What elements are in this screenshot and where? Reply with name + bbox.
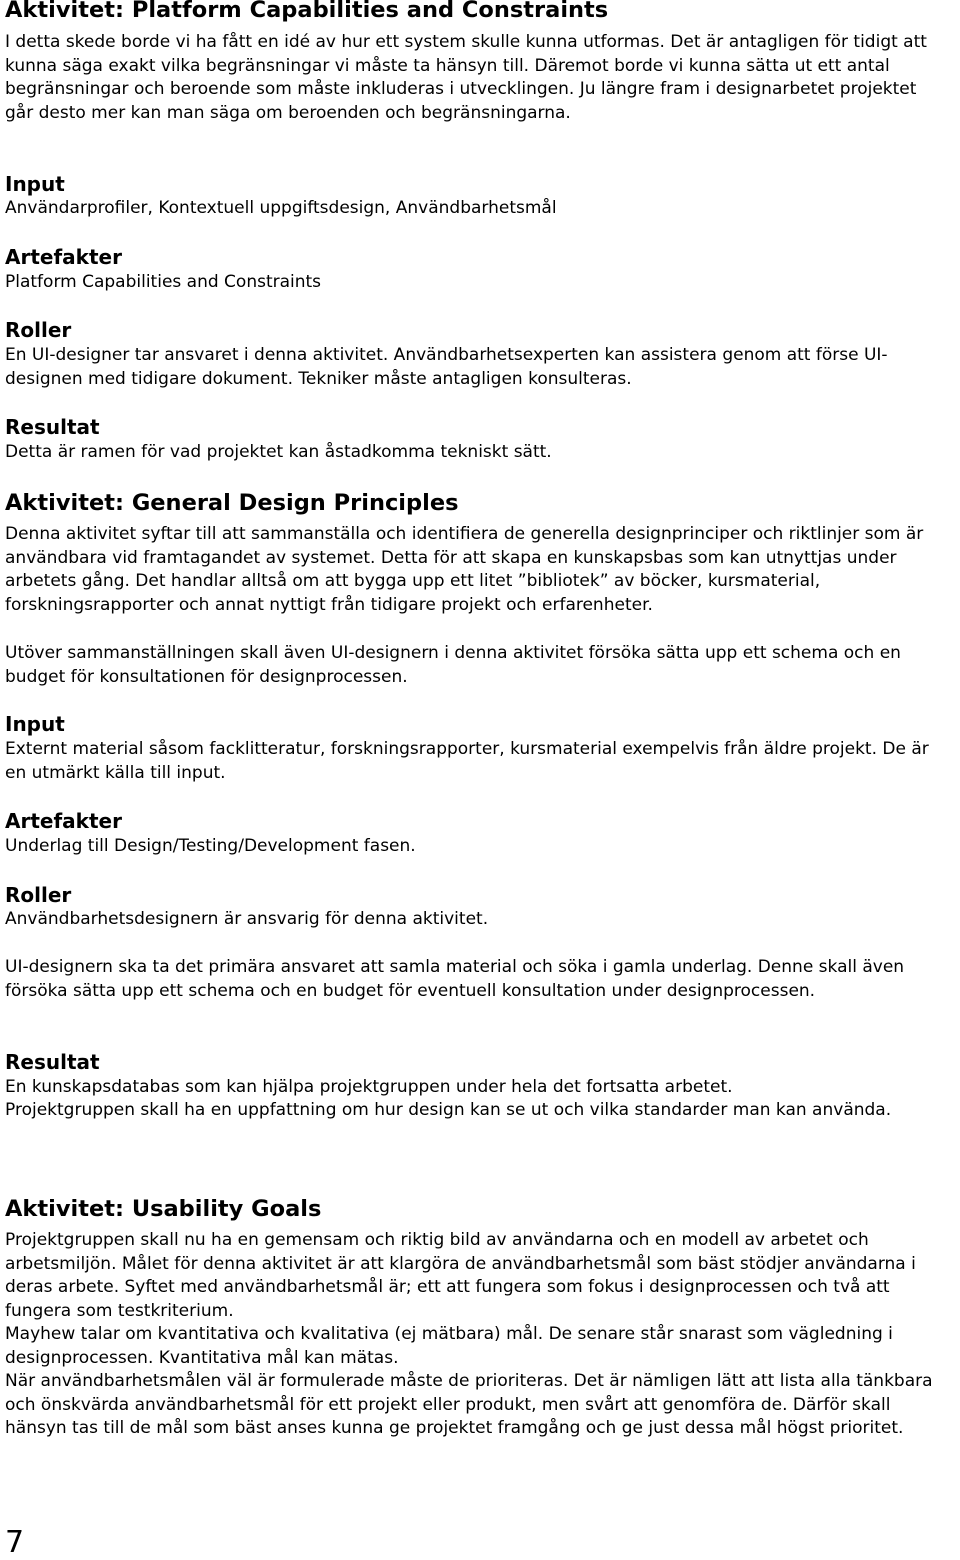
paragraph: Användbarhetsdesignern är ansvarig för denna aktivitet. bbox=[5, 909, 489, 929]
subsection-heading-artefakter: Artefakter bbox=[5, 809, 122, 833]
paragraph: Utöver sammanställningen skall även UI-designern i denna aktivitet försöka sätta upp ett schema och en budget för konsultationen för designprocessen. bbox=[5, 643, 901, 687]
paragraph: Mayhew talar om kvantitativa och kvalitativa (ej mätbara) mål. De senare står snarast som vägledning i designprocessen. Kvantitativa mål kan mätas. bbox=[5, 1324, 893, 1368]
paragraph: En kunskapsdatabas som kan hjälpa projektgruppen under hela det fortsatta arbetet. bbox=[5, 1077, 733, 1097]
paragraph: Projektgruppen skall ha en uppfattning om hur design kan se ut och vilka standarder man kan använda. bbox=[5, 1100, 892, 1120]
paragraph: Underlag till Design/Testing/Development fasen. bbox=[5, 836, 416, 856]
section-heading: Aktivitet: General Design Principles bbox=[5, 490, 459, 516]
paragraph: Denna aktivitet syftar till att sammanställa och identifiera de generella designprinciper och riktlinjer som är användbara vid framtagandet av systemet. Detta för att skapa en kunskapsbas som kan utnyttjas under arbetets gång. Det handlar alltså om att bygga upp ett litet ”bibliotek” av böcker, kursmaterial, forskningsrapporter och annat nyttigt från tidigare projekt och erfarenheter. bbox=[5, 524, 924, 615]
subsection-heading-resultat: Resultat bbox=[5, 1050, 100, 1074]
paragraph: I detta skede borde vi ha fått en idé av hur ett system skulle kunna utformas. Det är antagligen för tidigt att kunna säga exakt vilka begränsningar vi måste ta hänsyn till. Däremot borde vi kunna sätta ut ett antal begränsningar och beroende som måste inkluderas i utvecklingen. Ju längre fram i designarbetet projektet går desto mer kan man säga om beroenden och begränsningarna. bbox=[5, 32, 927, 123]
subsection-heading-artefakter: Artefakter bbox=[5, 245, 122, 269]
section-heading: Aktivitet: Usability Goals bbox=[5, 1196, 322, 1222]
paragraph: UI-designern ska ta det primära ansvaret att samla material och söka i gamla underlag. Denne skall även försöka sätta upp ett schema och en budget för eventuell konsultation under designprocessen. bbox=[5, 957, 905, 1001]
subsection-heading-input: Input bbox=[5, 712, 65, 736]
subsection-heading-roller: Roller bbox=[5, 318, 72, 342]
subsection-heading-roller: Roller bbox=[5, 883, 72, 907]
section-heading: Aktivitet: Platform Capabilities and Constraints bbox=[5, 0, 609, 23]
paragraph: Projektgruppen skall nu ha en gemensam och riktig bild av användarna och en modell av arbetet och arbetsmiljön. Målet för denna aktivitet är att klargöra de användbarhetsmål som bäst stödjer användarna i deras arbete. Syftet med användbarhetsmål är; ett att fungera som fokus i designprocessen och två att fungera som testkriterium. bbox=[5, 1230, 916, 1321]
subsection-heading-input: Input bbox=[5, 172, 65, 196]
subsection-heading-resultat: Resultat bbox=[5, 415, 100, 439]
paragraph: Detta är ramen för vad projektet kan åstadkomma tekniskt sätt. bbox=[5, 442, 552, 462]
page-number: 7 bbox=[5, 1525, 25, 1560]
paragraph: Externt material såsom facklitteratur, forskningsrapporter, kursmaterial exempelvis från äldre projekt. De är en utmärkt källa till input. bbox=[5, 739, 929, 783]
paragraph: Användarprofiler, Kontextuell uppgiftsdesign, Användbarhetsmål bbox=[5, 198, 557, 218]
paragraph: En UI-designer tar ansvaret i denna aktivitet. Användbarhetsexperten kan assistera genom att förse UI-designen med tidigare dokument. Tekniker måste antagligen konsulteras. bbox=[5, 345, 888, 389]
paragraph: Platform Capabilities and Constraints bbox=[5, 272, 322, 292]
paragraph: När användbarhetsmålen väl är formulerade måste de prioriteras. Det är nämligen lätt att lista alla tänkbara och önskvärda användbarhetsmål för ett projekt eller produkt, men svårt att genomföra de. Därför skall hänsyn tas till de mål som bäst anses kunna ge projektet framgång och ge just dessa mål högst prioritet. bbox=[5, 1371, 933, 1439]
